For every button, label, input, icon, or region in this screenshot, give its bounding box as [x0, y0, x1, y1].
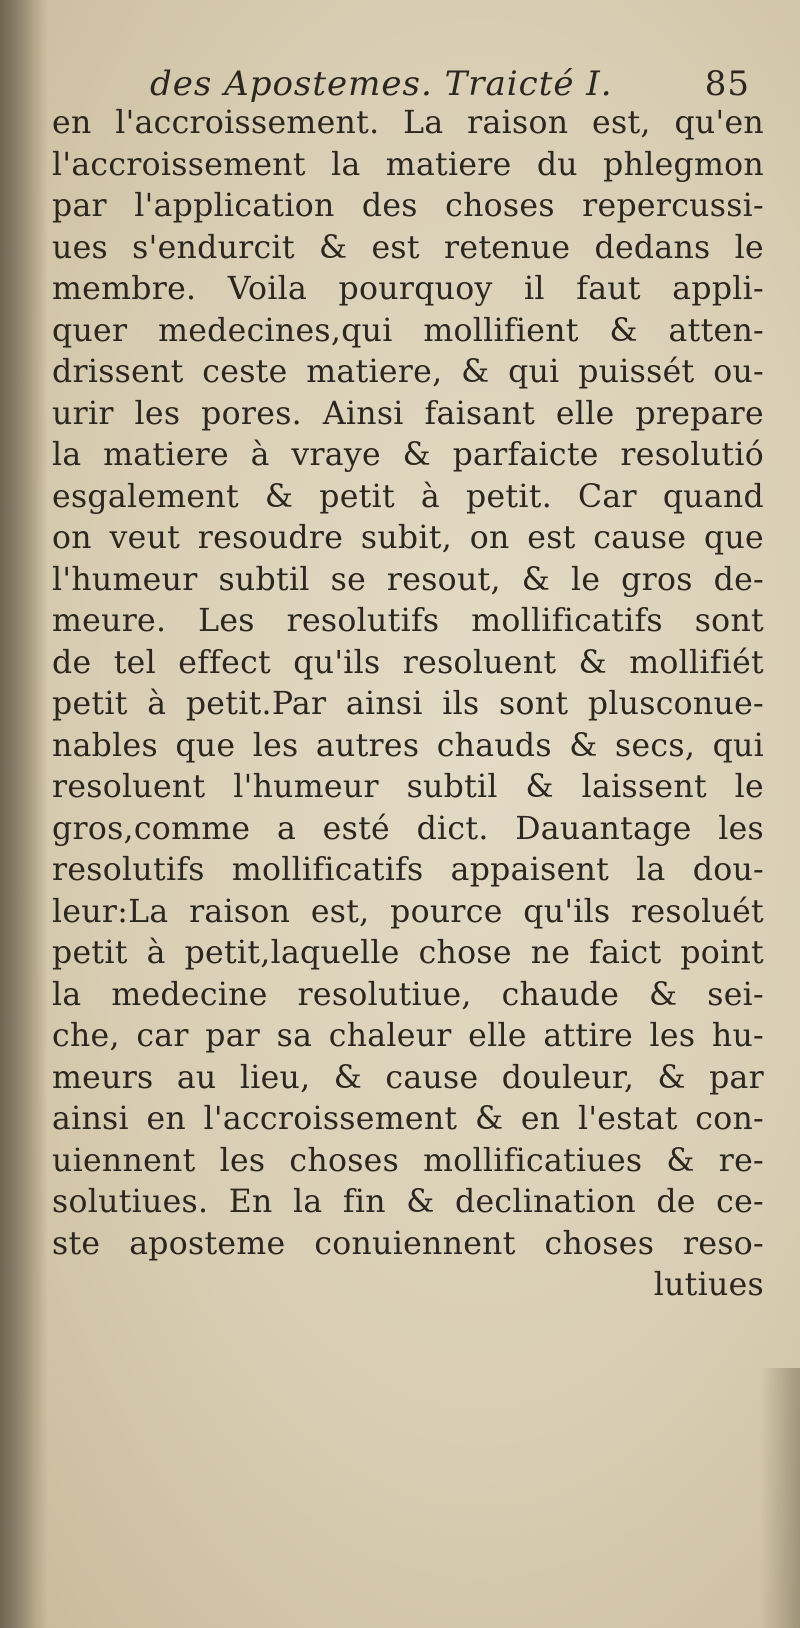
text-line: petit à petit.Par ainsi ils sont plusconue- — [52, 686, 764, 722]
text-line: nables que les autres chauds & secs, qui — [52, 727, 764, 764]
text-line: resolutifs mollificatifs appaisent la dou- — [52, 852, 764, 888]
page-gutter-shadow — [0, 0, 48, 1628]
text-line: de tel effect qu'ils resoluent & mollifiét — [52, 644, 764, 681]
page-number: 85 — [704, 64, 750, 104]
text-line: urir les pores. Ainsi faisant elle prepare — [52, 395, 764, 432]
text-line: en l'accroissement. La raison est, qu'en — [52, 105, 764, 141]
text-line: petit à petit,laquelle chose ne faict point — [52, 935, 764, 971]
text-line: solutiues. En la fin & declination de ce- — [52, 1184, 764, 1220]
text-line: meure. Les resolutifs mollificatifs sont — [52, 603, 764, 639]
running-title: des Apostemes. Traicté I. — [150, 64, 613, 104]
body-text — [52, 103, 764, 1307]
text-line: l'humeur subtil se resout, & le gros de- — [52, 561, 764, 598]
text-line: uiennent les choses mollificatiues & re- — [52, 1142, 764, 1179]
text-line: la matiere à vraye & parfaicte resolutió — [52, 437, 764, 473]
text-line: par l'application des choses repercussi- — [52, 188, 764, 224]
text-line: la medecine resolutiue, chaude & sei- — [52, 976, 764, 1013]
catchword: lutiues — [653, 1267, 764, 1303]
text-line: ues s'endurcit & est retenue dedans le — [52, 229, 764, 266]
text-line: l'accroissement la matiere du phlegmon — [52, 146, 764, 183]
text-line: gros,comme a esté dict. Dauantage les — [52, 810, 764, 847]
text-line: leur:La raison est, pource qu'ils resoluét — [52, 893, 764, 930]
page-edge-shadow — [760, 1368, 800, 1628]
text-line: che, car par sa chaleur elle attire les hu- — [52, 1018, 764, 1054]
text-line: quer medecines,qui mollifient & atten- — [52, 312, 764, 349]
text-line: resoluent l'humeur subtil & laissent le — [52, 769, 764, 805]
text-line: drissent ceste matiere, & qui puissét ou- — [52, 354, 764, 390]
text-line: ainsi en l'accroissement & en l'estat con- — [52, 1101, 764, 1137]
text-line: esgalement & petit à petit. Car quand — [52, 478, 764, 515]
text-line: ste aposteme conuiennent choses reso- — [52, 1225, 764, 1262]
text-line: membre. Voila pourquoy il faut appli- — [52, 271, 764, 307]
text-line: on veut resoudre subit, on est cause que — [52, 520, 764, 556]
text-line: meurs au lieu, & cause douleur, & par — [52, 1059, 764, 1096]
